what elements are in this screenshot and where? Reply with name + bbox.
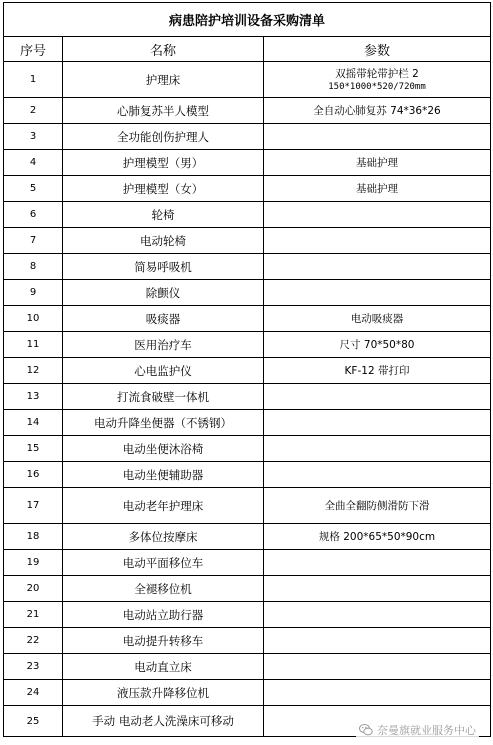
row-number: 2 [4,98,63,124]
table-row [4,98,491,124]
row-name: 打流食破壁一体机 [63,384,264,410]
row-param: 基础护理 [264,176,491,202]
row-name: 电动升降坐便器（不锈钢） [63,410,264,436]
row-name: 护理模型（女） [63,176,264,202]
row-param [264,410,491,436]
row-param: 基础护理 [264,150,491,176]
row-param [264,654,491,680]
row-param [264,436,491,462]
procurement-table [3,2,491,737]
row-name: 全功能创伤护理人 [63,124,264,150]
row-name: 护理模型（男） [63,150,264,176]
row-param: 规格 200*65*50*90cm [264,524,491,550]
table-row [4,202,491,228]
table-row [4,150,491,176]
row-name: 电动直立床 [63,654,264,680]
header-name: 名称 [63,37,264,62]
row-param [264,124,491,150]
table-row [4,306,491,332]
row-name: 液压款升降移位机 [63,680,264,706]
table-row [4,358,491,384]
row-name: 电动轮椅 [63,228,264,254]
row-name: 简易呼吸机 [63,254,264,280]
table-row [4,332,491,358]
row-number: 5 [4,176,63,202]
row-param: 全自动心肺复苏 74*36*26 [264,98,491,124]
row-param [264,228,491,254]
table-row [4,436,491,462]
row-param [264,254,491,280]
row-name: 手动 电动老人洗澡床可移动 [63,706,264,737]
row-param [264,602,491,628]
table-row [4,550,491,576]
row-param [264,680,491,706]
row-name: 电动老年护理床 [63,488,264,524]
table-row [4,384,491,410]
row-param [264,280,491,306]
row-number: 10 [4,306,63,332]
table-row [4,410,491,436]
row-name: 心电监护仪 [63,358,264,384]
row-number: 3 [4,124,63,150]
row-number: 21 [4,602,63,628]
row-number: 13 [4,384,63,410]
row-name: 电动坐便沐浴椅 [63,436,264,462]
watermark [356,721,479,739]
row-number: 24 [4,680,63,706]
row-name: 电动提升转移车 [63,628,264,654]
row-number: 23 [4,654,63,680]
table-row [4,680,491,706]
row-number: 22 [4,628,63,654]
table-row [4,524,491,550]
header-num: 序号 [4,37,63,62]
row-param [264,576,491,602]
row-param [264,550,491,576]
table-row [4,628,491,654]
row-param: KF-12 带打印 [264,358,491,384]
table-row [4,602,491,628]
table-row [4,228,491,254]
wechat-icon [359,724,373,736]
row-param [264,62,491,98]
table-row [4,176,491,202]
row-name: 电动坐便辅助器 [63,462,264,488]
watermark-text: 奈曼旗就业服务中心 [377,724,476,737]
row-param: 电动吸痰器 [264,306,491,332]
row-name: 电动平面移位车 [63,550,264,576]
table-row [4,488,491,524]
row-param [264,202,491,228]
row-number: 14 [4,410,63,436]
row-name: 除颤仪 [63,280,264,306]
row-param [264,384,491,410]
table-row [4,654,491,680]
row-param [264,462,491,488]
table-row [4,62,491,98]
row-param: 全曲全翻防侧滑防下滑 [264,488,491,524]
row-number: 6 [4,202,63,228]
row-number: 18 [4,524,63,550]
row-param-main: 双摇带轮带护栏 2 [335,67,419,80]
header-row [4,37,491,62]
row-name: 轮椅 [63,202,264,228]
table-row [4,254,491,280]
header-param: 参数 [264,37,491,62]
row-name: 吸痰器 [63,306,264,332]
table-row [4,462,491,488]
row-name: 全褪移位机 [63,576,264,602]
row-name: 心肺复苏半人模型 [63,98,264,124]
row-name: 电动站立助行器 [63,602,264,628]
row-number: 20 [4,576,63,602]
row-param: 尺寸 70*50*80 [264,332,491,358]
row-number: 4 [4,150,63,176]
table-row [4,576,491,602]
table-row [4,280,491,306]
row-param-sub: 150*1000*520/720mm [328,81,426,92]
table-row [4,124,491,150]
row-number: 15 [4,436,63,462]
row-param [264,628,491,654]
row-number: 11 [4,332,63,358]
row-name: 医用治疗车 [63,332,264,358]
row-number: 8 [4,254,63,280]
row-number: 1 [4,62,63,98]
row-number: 7 [4,228,63,254]
table-title: 病患陪护培训设备采购清单 [4,3,491,37]
table-body [4,62,491,737]
row-name: 多体位按摩床 [63,524,264,550]
row-number: 17 [4,488,63,524]
row-number: 12 [4,358,63,384]
row-name: 护理床 [63,62,264,98]
row-number: 9 [4,280,63,306]
row-number: 19 [4,550,63,576]
row-number: 16 [4,462,63,488]
row-number: 25 [4,706,63,737]
